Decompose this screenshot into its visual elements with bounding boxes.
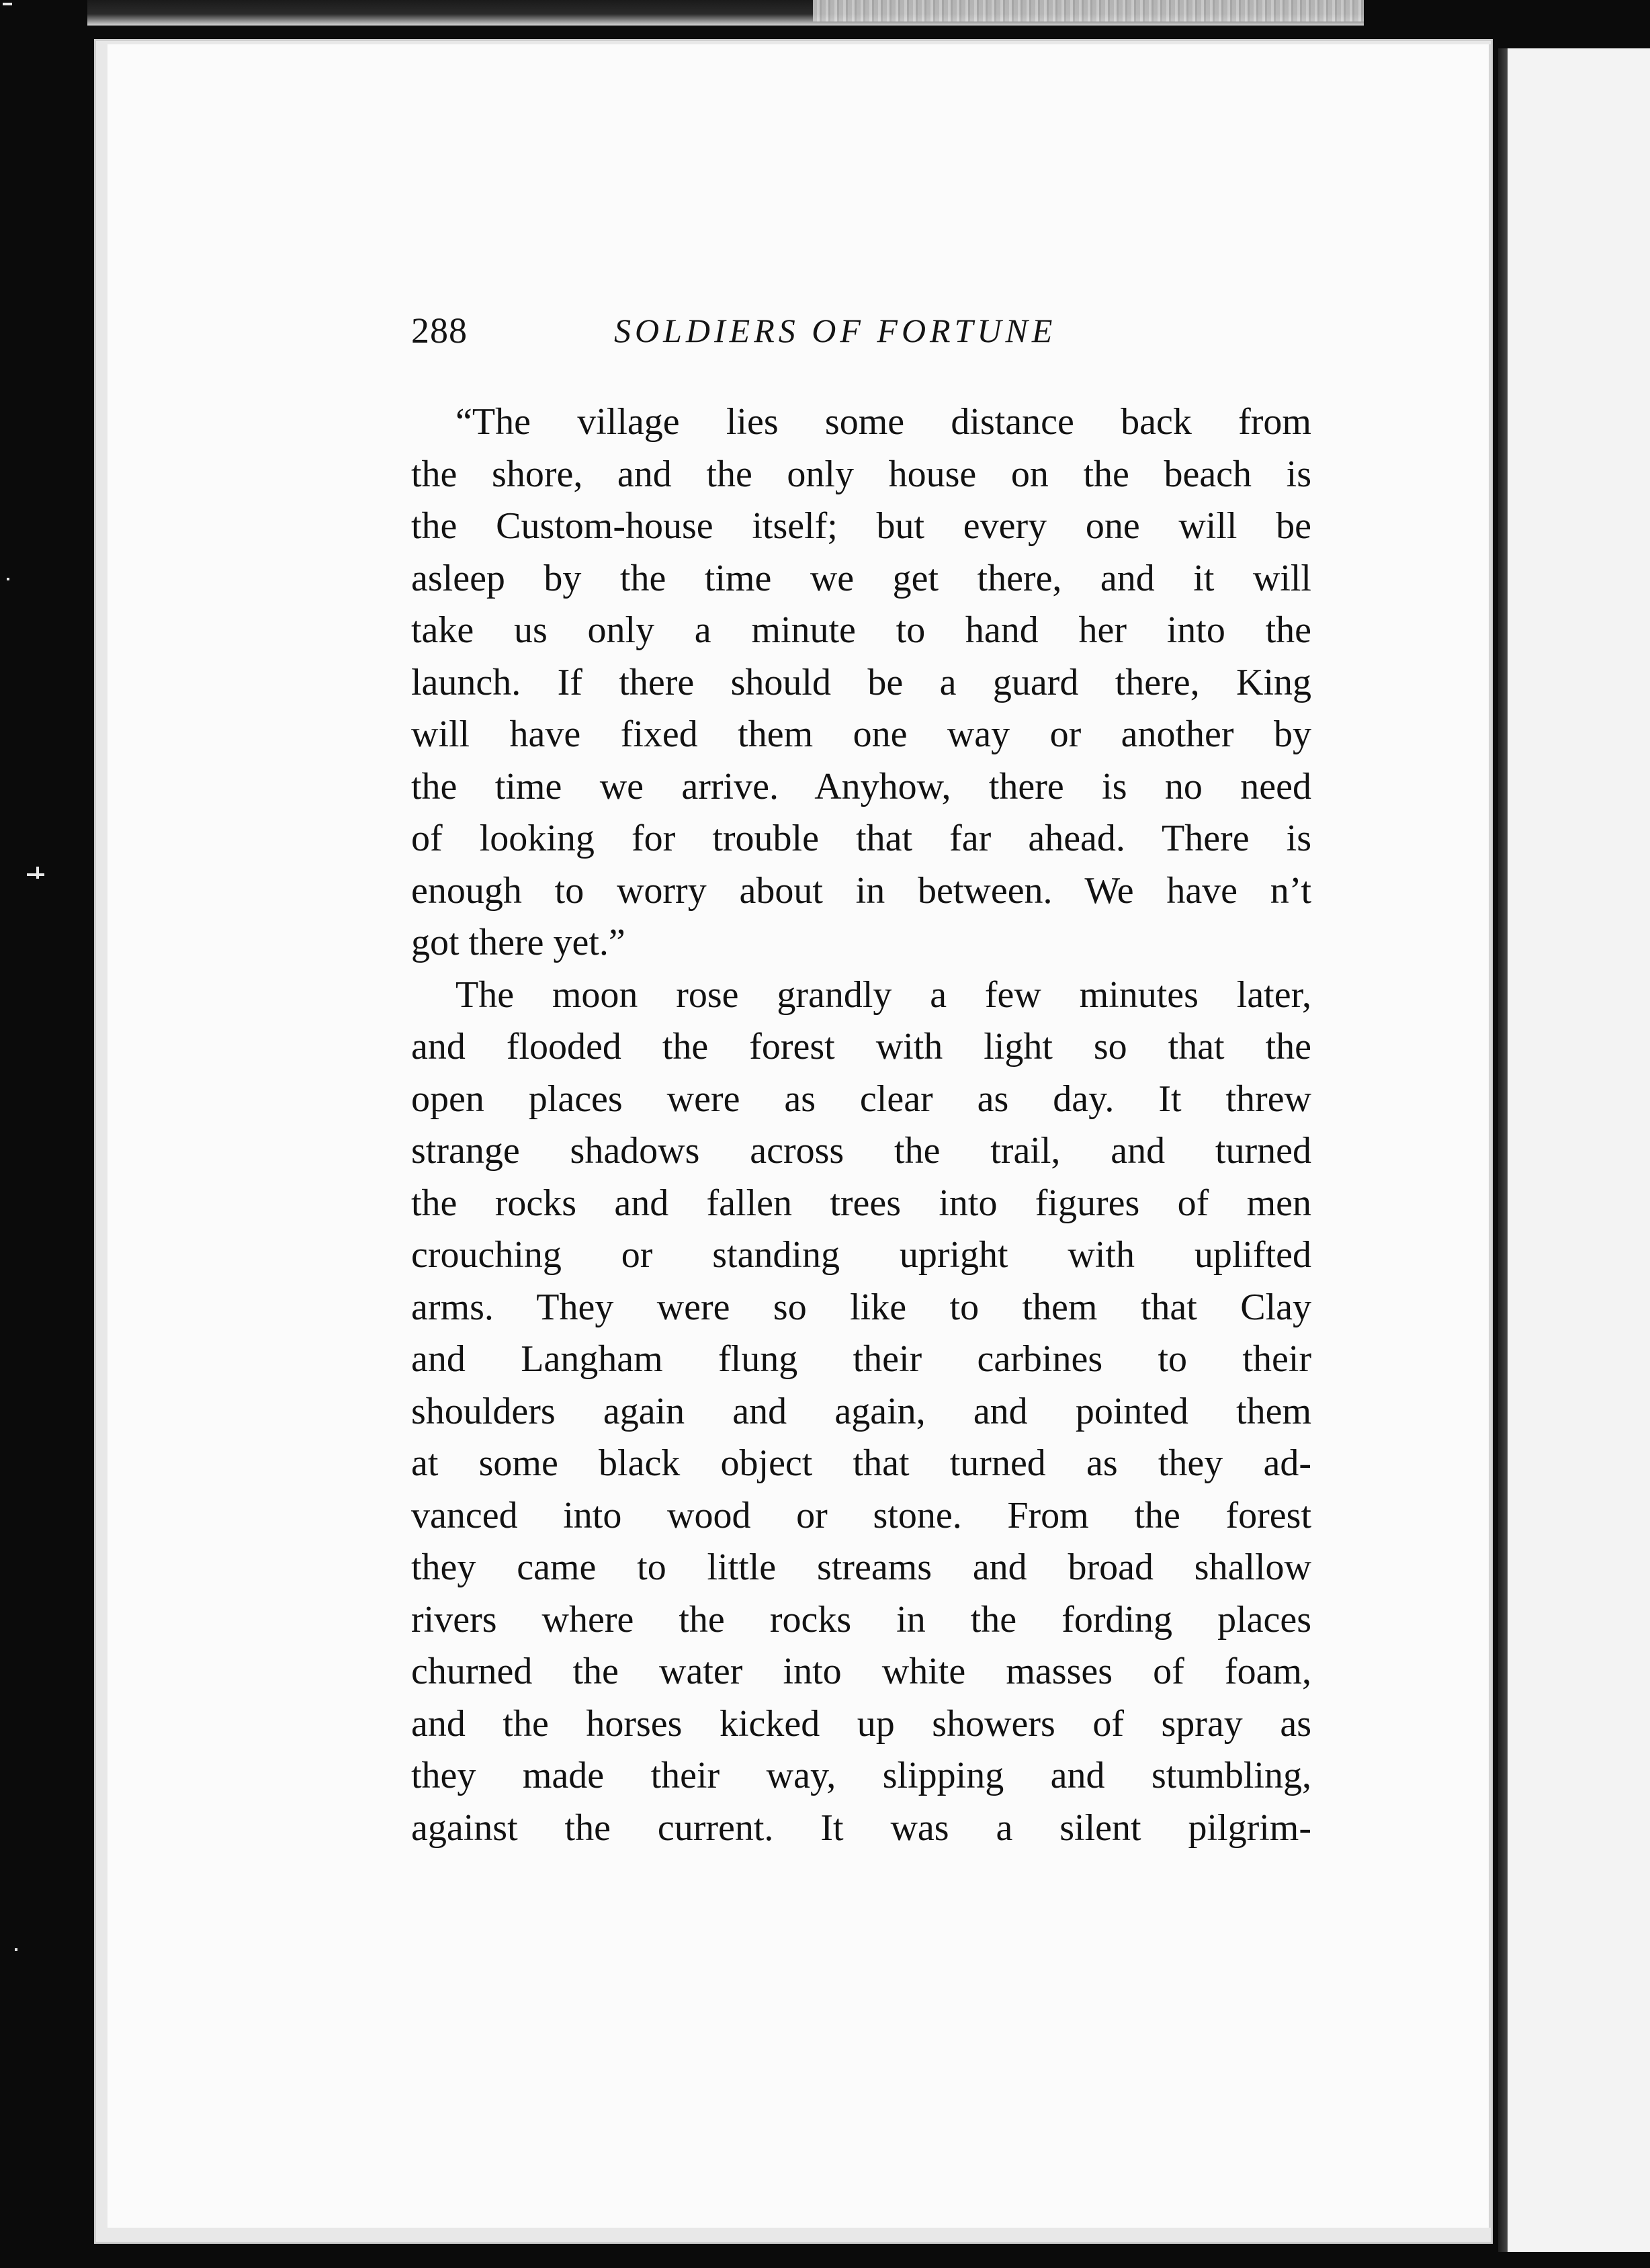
text-line: against the current. It was a silent pilgrim- (411, 1806, 1311, 1849)
text-line: they made their way, slipping and stumbling, (411, 1755, 1311, 1796)
text-line: asleep by the time we get there, and it will (411, 557, 1311, 599)
text-line: the time we arrive. Anyhow, there is no need (411, 765, 1311, 808)
text-line: “The village lies some distance back from (455, 401, 1311, 443)
paragraph-1 (411, 396, 1311, 969)
text-line: rivers where the rocks in the fording places (411, 1598, 1311, 1641)
text-line: will have fixed them one way or another by (411, 713, 1311, 755)
text-line: and the horses kicked up showers of spray as (411, 1702, 1311, 1745)
left-margin-specks (0, 0, 87, 2268)
text-line: and Langham flung their carbines to their (411, 1338, 1311, 1380)
paragraph-2 (411, 969, 1311, 1855)
text-line: the Custom-house itself; but every one will be (411, 505, 1311, 547)
text-line: vanced into wood or stone. From the forest (411, 1494, 1311, 1536)
text-line: take us only a minute to hand her into the (411, 609, 1311, 651)
text-line: crouching or standing upright with uplifted (411, 1234, 1311, 1276)
text-line: The moon rose grandly a few minutes later, (455, 973, 1311, 1016)
text-line: they came to little streams and broad shallow (411, 1546, 1311, 1588)
body-text (411, 396, 1311, 1854)
text-line: arms. They were so like to them that Clay (411, 1286, 1311, 1328)
text-line: and flooded the forest with light so that the (411, 1026, 1311, 1067)
text-line: churned the water into white masses of foam, (411, 1651, 1311, 1692)
running-head: SOLDIERS OF FORTUNE (614, 312, 1057, 349)
text-line: the shore, and the only house on the beach is (411, 453, 1311, 495)
text-line: enough to worry about in between. We have n’t (411, 869, 1311, 912)
text-line: shoulders again and again, and pointed them (411, 1390, 1311, 1432)
page-number: 288 (411, 310, 468, 351)
text-line: at some black object that turned as they ad- (411, 1442, 1311, 1484)
right-adjacent-page (1508, 48, 1650, 2252)
text-line: got there yet.” (411, 922, 625, 963)
text-line: launch. If there should be a guard there, King (411, 661, 1311, 703)
text-line: strange shadows across the trail, and turned (411, 1130, 1311, 1172)
text-line: of looking for trouble that far ahead. There is (411, 818, 1311, 859)
page-header (411, 304, 1311, 357)
text-line: the rocks and fallen trees into figures of men (411, 1182, 1311, 1224)
adjacent-page-top-edge (813, 0, 1364, 21)
text-line: open places were as clear as day. It threw (411, 1078, 1311, 1120)
